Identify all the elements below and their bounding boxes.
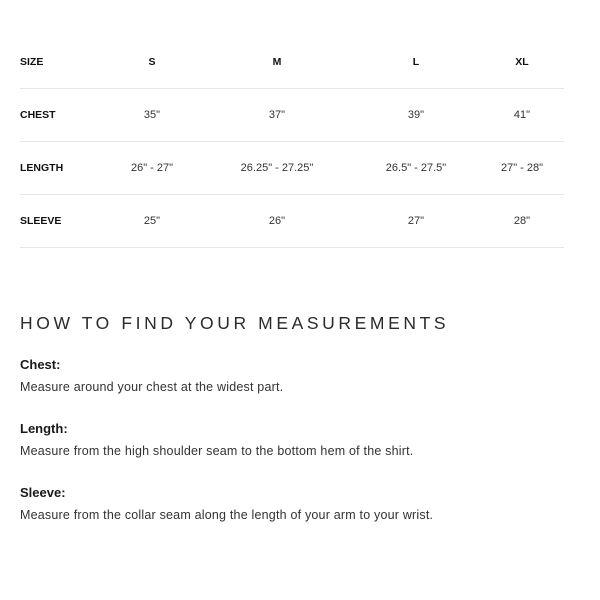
length-xl: 27" - 28" <box>480 142 564 195</box>
measurement-chest-title: Chest: <box>20 357 61 372</box>
measurement-length <box>20 421 580 459</box>
sleeve-s: 25" <box>102 195 202 248</box>
header-size: SIZE <box>20 36 102 89</box>
row-label-chest: CHEST <box>20 89 102 142</box>
measurement-chest-text: Measure around your chest at the widest part. <box>20 380 284 394</box>
measurement-sleeve-text: Measure from the collar seam along the length of your arm to your wrist. <box>20 508 434 522</box>
chest-xl: 41" <box>480 89 564 142</box>
table-row-sleeve <box>20 195 564 248</box>
length-s: 26" - 27" <box>102 142 202 195</box>
table-header-row <box>20 36 564 89</box>
header-xl: XL <box>480 36 564 89</box>
measurement-length-title: Length: <box>20 421 68 436</box>
measurement-sleeve-title: Sleeve: <box>20 485 66 500</box>
length-l: 26.5" - 27.5" <box>352 142 480 195</box>
chest-l: 39" <box>352 89 480 142</box>
measurement-length-text: Measure from the high shoulder seam to the bottom hem of the shirt. <box>20 444 414 458</box>
measurement-chest <box>20 357 580 395</box>
table-row-chest <box>20 89 564 142</box>
measurements-heading: HOW TO FIND YOUR MEASUREMENTS <box>20 313 450 333</box>
sleeve-m: 26" <box>202 195 352 248</box>
chest-m: 37" <box>202 89 352 142</box>
table-row-length <box>20 142 564 195</box>
header-m: M <box>202 36 352 89</box>
header-l: L <box>352 36 480 89</box>
sleeve-xl: 28" <box>480 195 564 248</box>
size-chart-table <box>20 36 564 248</box>
row-label-sleeve: SLEEVE <box>20 195 102 248</box>
sleeve-l: 27" <box>352 195 480 248</box>
length-m: 26.25" - 27.25" <box>202 142 352 195</box>
measurement-sleeve <box>20 485 580 523</box>
row-label-length: LENGTH <box>20 142 102 195</box>
header-s: S <box>102 36 202 89</box>
chest-s: 35" <box>102 89 202 142</box>
